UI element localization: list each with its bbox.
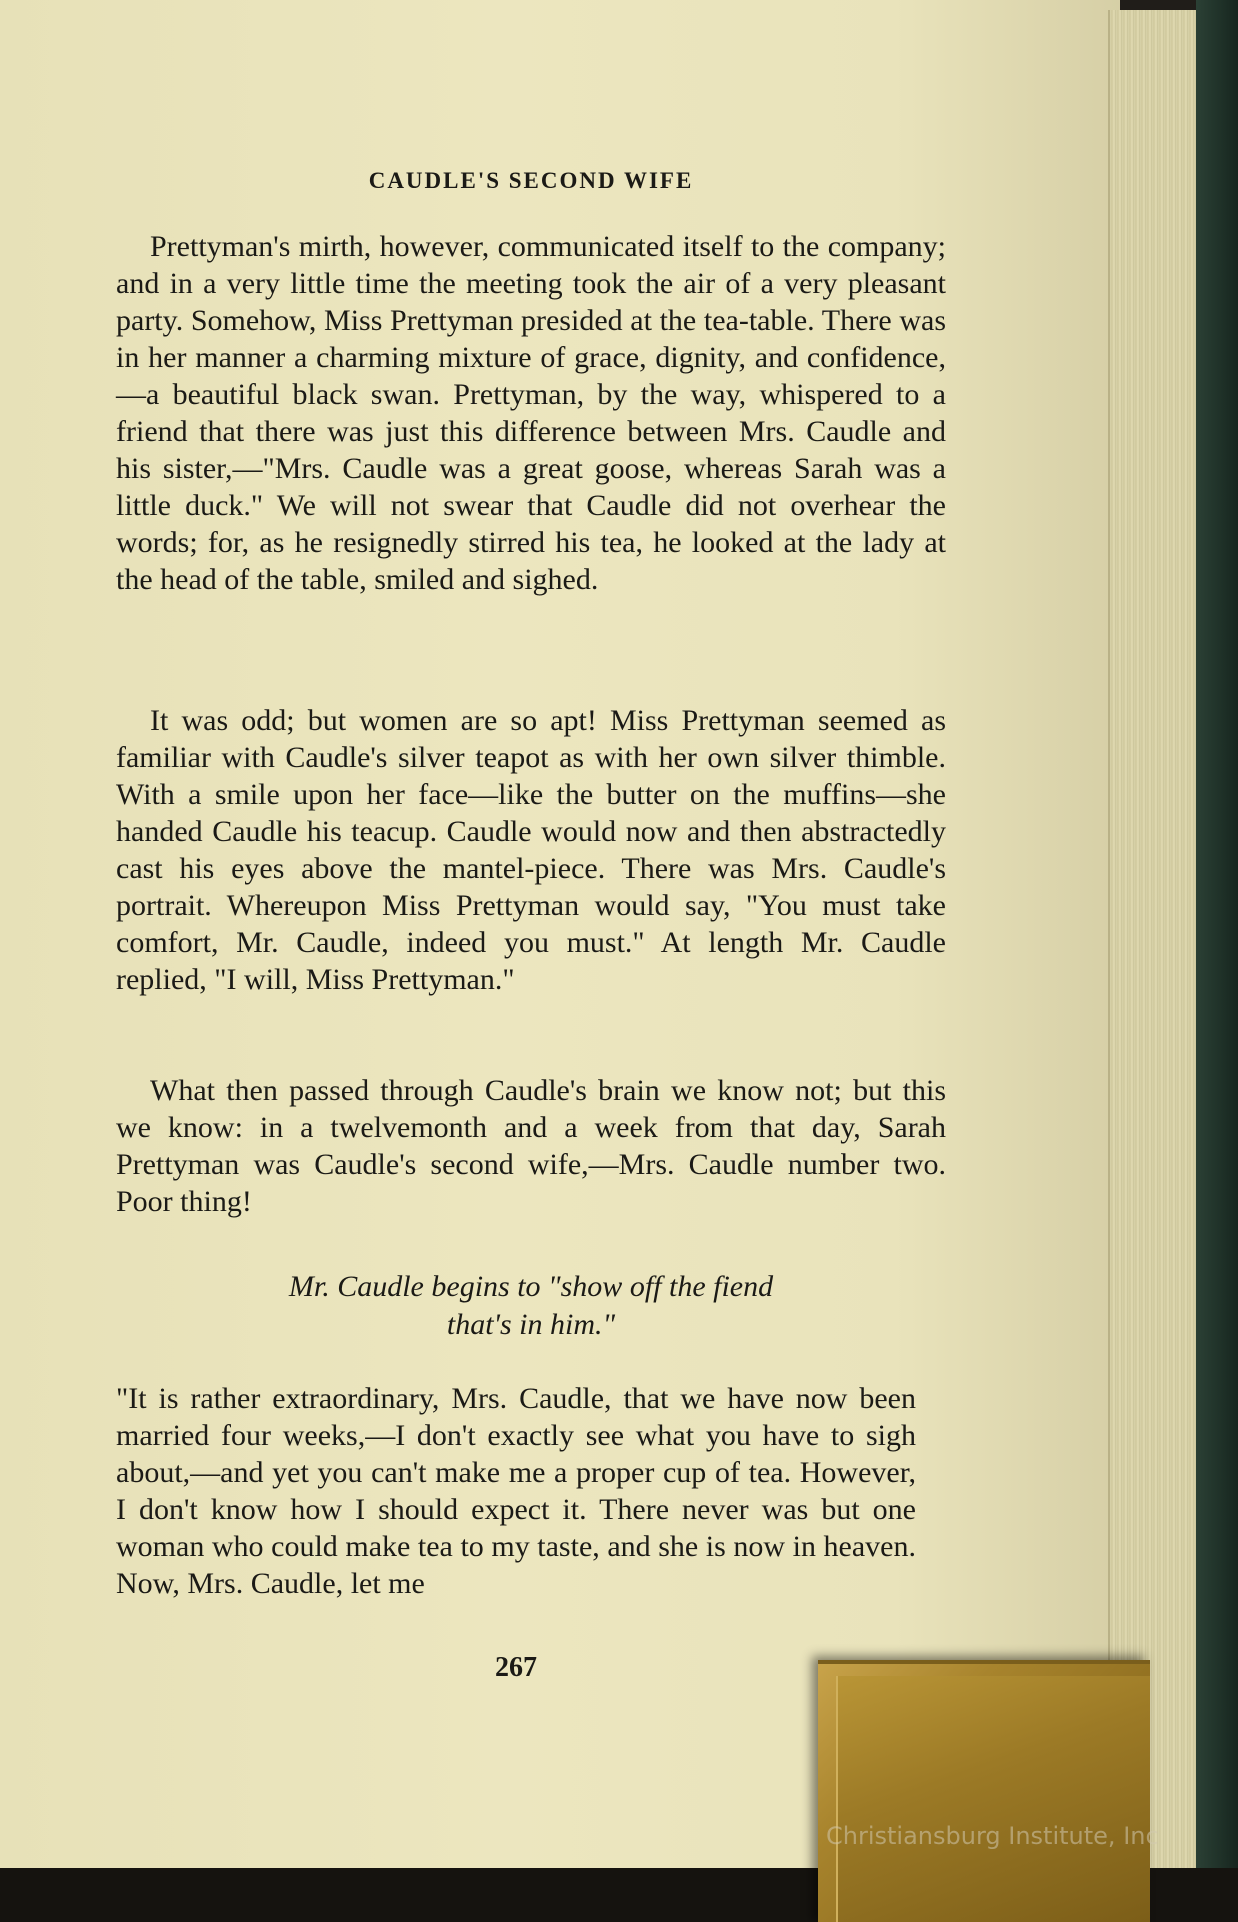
- paragraph-2-text: It was odd; but women are so apt! Miss Prettyman seemed as familiar with Caudle's silver teapot as with her own silver thimble. With a smile upon her face—like the butter on the muffins—she handed Caudle his teacup. Caudle would now and then abstractedly cast his eyes above the mantel-piece. There was Mrs. Caudle's portrait. Whereupon Miss Prettyman would say, "You must take comfort, Mr. Caudle, indeed you must." At length Mr. Caudle replied, "I will, Miss Prettyman.": [116, 704, 946, 996]
- running-head: CAUDLE'S SECOND WIFE: [368, 168, 694, 193]
- paragraph-1-text: Prettyman's mirth, however, communicated itself to the company; and in a very little time the meeting took the air of a very pleasant party. Somehow, Miss Prettyman presided at the tea-table. There was in her manner a charming mixture of grace, dignity, and confidence,—a beautiful black swan. Prettyman, by the way, whispered to a friend that there was just this difference between Mrs. Caudle and his sister,—"Mrs. Caudle was a great goose, whereas Sarah was a little duck." We will not swear that Caudle did not overhear the words; for, as he resignedly stirred his tea, he looked at the lady at the head of the table, smiled and sighed.: [116, 230, 946, 596]
- gold-bookend-face: [836, 1676, 1150, 1922]
- watermark: Christiansburg Institute, Inc: [826, 1822, 1159, 1850]
- book-cover-edge: [1196, 0, 1238, 1922]
- paragraph-3: [116, 1072, 946, 1222]
- subheading-line-1: Mr. Caudle begins to "show off the fiend: [288, 1270, 774, 1303]
- page-edges: [1108, 10, 1200, 1870]
- subheading-line-2: that's in him.": [446, 1308, 616, 1341]
- section-subheading: [116, 1268, 946, 1344]
- paragraph-3-text: What then passed through Caudle's brain we know not; but this we know: in a twelvemonth and a week from that day, Sarah Prettyman was Caudle's second wife,—Mrs. Caudle number two. Poor thing!: [116, 1074, 946, 1218]
- paragraph-1: [116, 228, 946, 698]
- paragraph-4: [116, 1380, 916, 1650]
- paragraph-4-text: "It is rather extraordinary, Mrs. Caudle, that we have now been married four weeks,—I don't exactly see what you have to sigh about,—and yet you can't make me a proper cup of tea. However, I don't know how I should expect it. There never was but one woman who could make tea to my taste, and she is now in heaven. Now, Mrs. Caudle, let me: [116, 1382, 916, 1600]
- paragraph-2: [116, 702, 946, 1037]
- page-number: 267: [495, 1652, 537, 1683]
